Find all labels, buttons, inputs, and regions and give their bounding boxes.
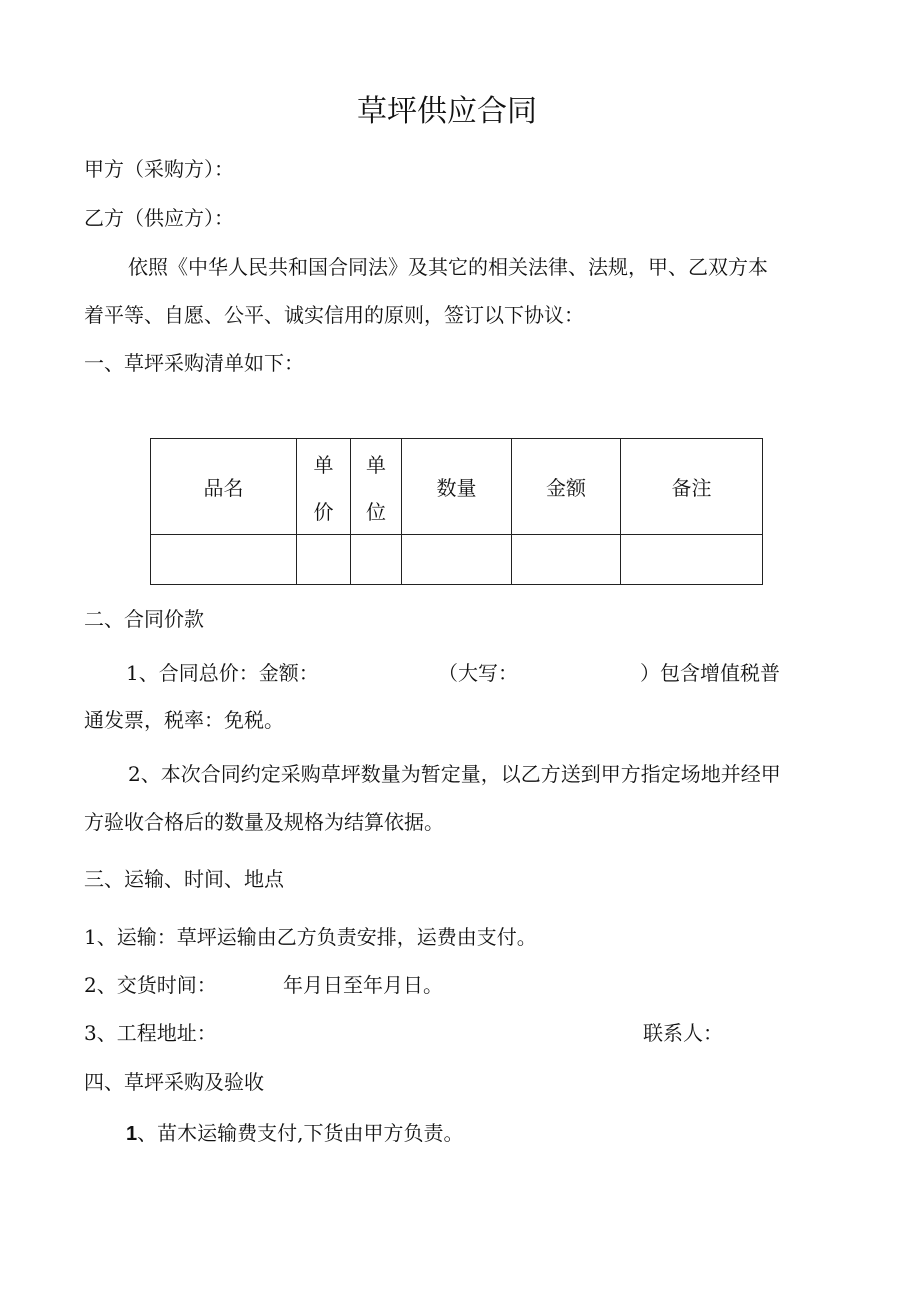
transport-item-2-label: 2、交货时间：	[84, 973, 217, 997]
section-4-heading: 四、草坪采购及验收	[84, 1070, 264, 1094]
party-b-label: 乙方（供应方）：	[84, 206, 234, 230]
section-1-heading: 一、草坪采购清单如下：	[84, 351, 304, 375]
table-cell	[351, 535, 402, 585]
table-cell	[297, 535, 351, 585]
price-item-2-line1: 2、本次合同约定采购草坪数量为暂定量，以乙方送到甲方指定场地并经甲	[128, 762, 781, 786]
col-qty-header: 数量	[402, 439, 512, 535]
col-unit-price-header	[297, 439, 351, 535]
section-3-heading: 三、运输、时间、地点	[84, 867, 284, 891]
col-name-header: 品名	[151, 439, 297, 535]
price-item-1-tax: ）包含增值税普	[640, 661, 780, 685]
table-header-row	[151, 439, 763, 535]
table-cell	[402, 535, 512, 585]
col-amount-header: 金额	[512, 439, 621, 535]
col-unit-char-2: 位	[366, 499, 386, 524]
col-remark-header: 备注	[621, 439, 763, 535]
price-item-1-line2: 通发票，税率：免税。	[84, 708, 284, 732]
table-cell	[151, 535, 297, 585]
table-row	[151, 535, 763, 585]
party-a-label: 甲方（采购方）：	[84, 157, 234, 181]
price-item-2-line2: 方验收合格后的数量及规格为结算依据。	[84, 810, 444, 834]
price-item-1-capital: （大写：	[438, 661, 518, 685]
intro-paragraph-line1: 依照《中华人民共和国合同法》及其它的相关法律、法规，甲、乙双方本	[128, 255, 768, 279]
transport-item-3-label: 3、工程地址：	[84, 1021, 217, 1045]
col-unit-price-char-2: 价	[313, 499, 334, 524]
page-title: 草坪供应合同	[357, 94, 537, 129]
acceptance-item-1-number: 1	[126, 1123, 138, 1145]
section-2-heading: 二、合同价款	[84, 607, 204, 631]
transport-item-2-dates: 年月日至年月日。	[283, 973, 443, 997]
purchase-list-table	[150, 438, 763, 585]
col-unit-char-1: 单	[366, 452, 386, 477]
acceptance-item-1-text: 、苗木运输费支付,下货由甲方负责。	[137, 1121, 464, 1145]
table-cell	[621, 535, 763, 585]
table-cell	[512, 535, 621, 585]
contact-person-label: 联系人：	[643, 1021, 723, 1045]
col-unit-header	[351, 439, 402, 535]
transport-item-1: 1、运输：草坪运输由乙方负责安排，运费由支付。	[84, 925, 537, 949]
acceptance-item-1	[126, 1121, 463, 1146]
intro-paragraph-line2: 着平等、自愿、公平、诚实信用的原则，签订以下协议：	[84, 303, 584, 327]
price-item-1-label: 1、合同总价：金额：	[126, 661, 319, 685]
col-unit-price-char-1: 单	[313, 452, 334, 477]
